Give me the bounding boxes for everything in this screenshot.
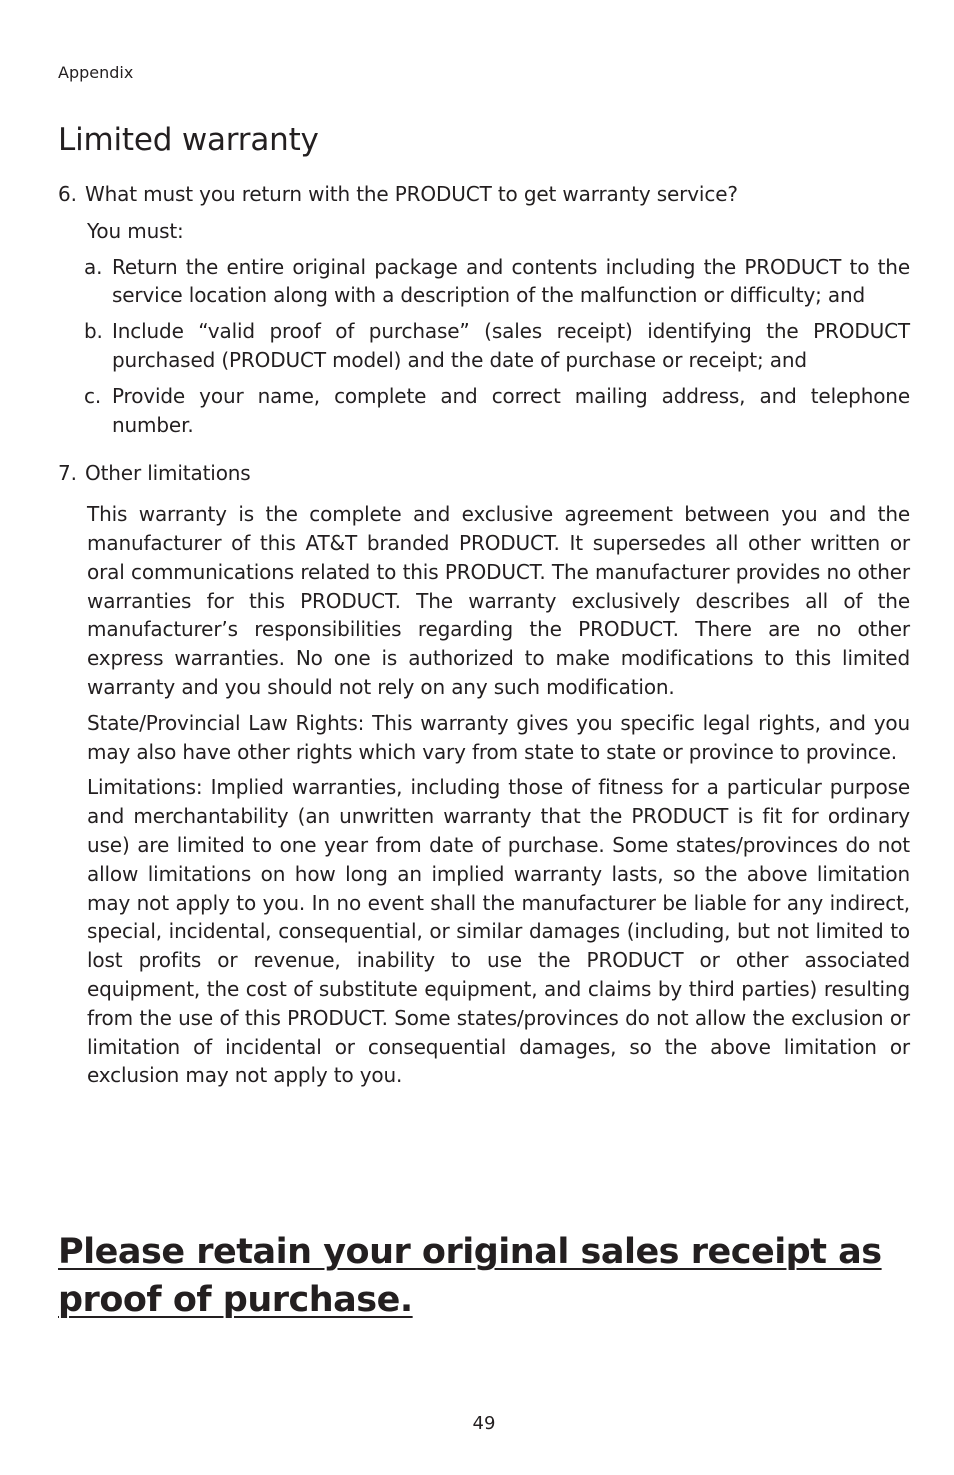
list-item-marker: a. [84, 254, 103, 279]
page-title: Limited warranty [58, 122, 319, 158]
warranty-body [58, 180, 910, 1097]
paragraph-exclusive-agreement: This warranty is the complete and exclusive agreement between you and the manufacturer of this AT&T branded PRODUCT. It supersedes all other written or oral communications related to this PRODUCT. The manufacturer provides no other warranties for this PRODUCT. The warranty exclusively describes all of the manufacturer’s responsibilities regarding the PRODUCT. There are no other express warranties. No one is authorized to make modifications to this limited warranty and you should not rely on any such modification. [87, 502, 910, 699]
receipt-notice: Please retain your original sales receipt as proof of purchase. [58, 1232, 882, 1320]
limitations-paragraphs [87, 500, 910, 1090]
list-item-marker: b. [84, 319, 103, 344]
page-number: 49 [472, 1413, 496, 1434]
question-6-lead: You must: [87, 218, 184, 243]
question-7-number: 7. [58, 461, 77, 486]
question-7-text: Other limitations [85, 461, 251, 486]
list-item [84, 317, 910, 375]
section-label: Appendix [58, 63, 134, 82]
list-item-text: Include “valid proof of purchase” (sales receipt) identifying the PRODUCT purchased (PRODUCT model) and the date of purchase or receipt; and [112, 319, 910, 372]
return-requirements-list [84, 253, 910, 440]
list-item-text: Return the entire original package and contents including the PRODUCT to the service location along with a description of the malfunction or difficulty; and [112, 254, 910, 308]
question-6-number: 6. [58, 182, 77, 206]
question-6-text: What must you return with the PRODUCT to get warranty service? [85, 182, 738, 206]
paragraph-limitations: Limitations: Implied warranties, including those of fitness for a particular purpose and merchantability (an unwritten warranty that the PRODUCT is fit for ordinary use) are limited to one year from date of purchase. Some states/provinces do not allow limitations on how long an implied warranty lasts, so the above limitation may not apply to you. In no event shall the manufacturer be liable for any indirect, special, incidental, consequential, or similar damages (including, but not limited to lost profits or revenue, inability to use the PRODUCT or other associated equipment, the cost of substitute equipment, and claims by third parties) resulting from the use of this PRODUCT. Some states/provinces do not allow the exclusion or limitation of incidental or consequential damages, so the above limitation or exclusion may not apply to you. [87, 775, 910, 1088]
paragraph-law-rights: State/Provincial Law Rights: This warranty gives you specific legal rights, and you may also have other rights which vary from state to state or province to province. [87, 710, 910, 764]
list-item-text: Provide your name, complete and correct mailing address, and telephone number. [112, 383, 910, 437]
list-item [84, 253, 910, 311]
list-item [84, 382, 910, 440]
question-7 [58, 459, 910, 488]
list-item-marker: c. [84, 383, 102, 408]
question-6 [58, 180, 910, 209]
